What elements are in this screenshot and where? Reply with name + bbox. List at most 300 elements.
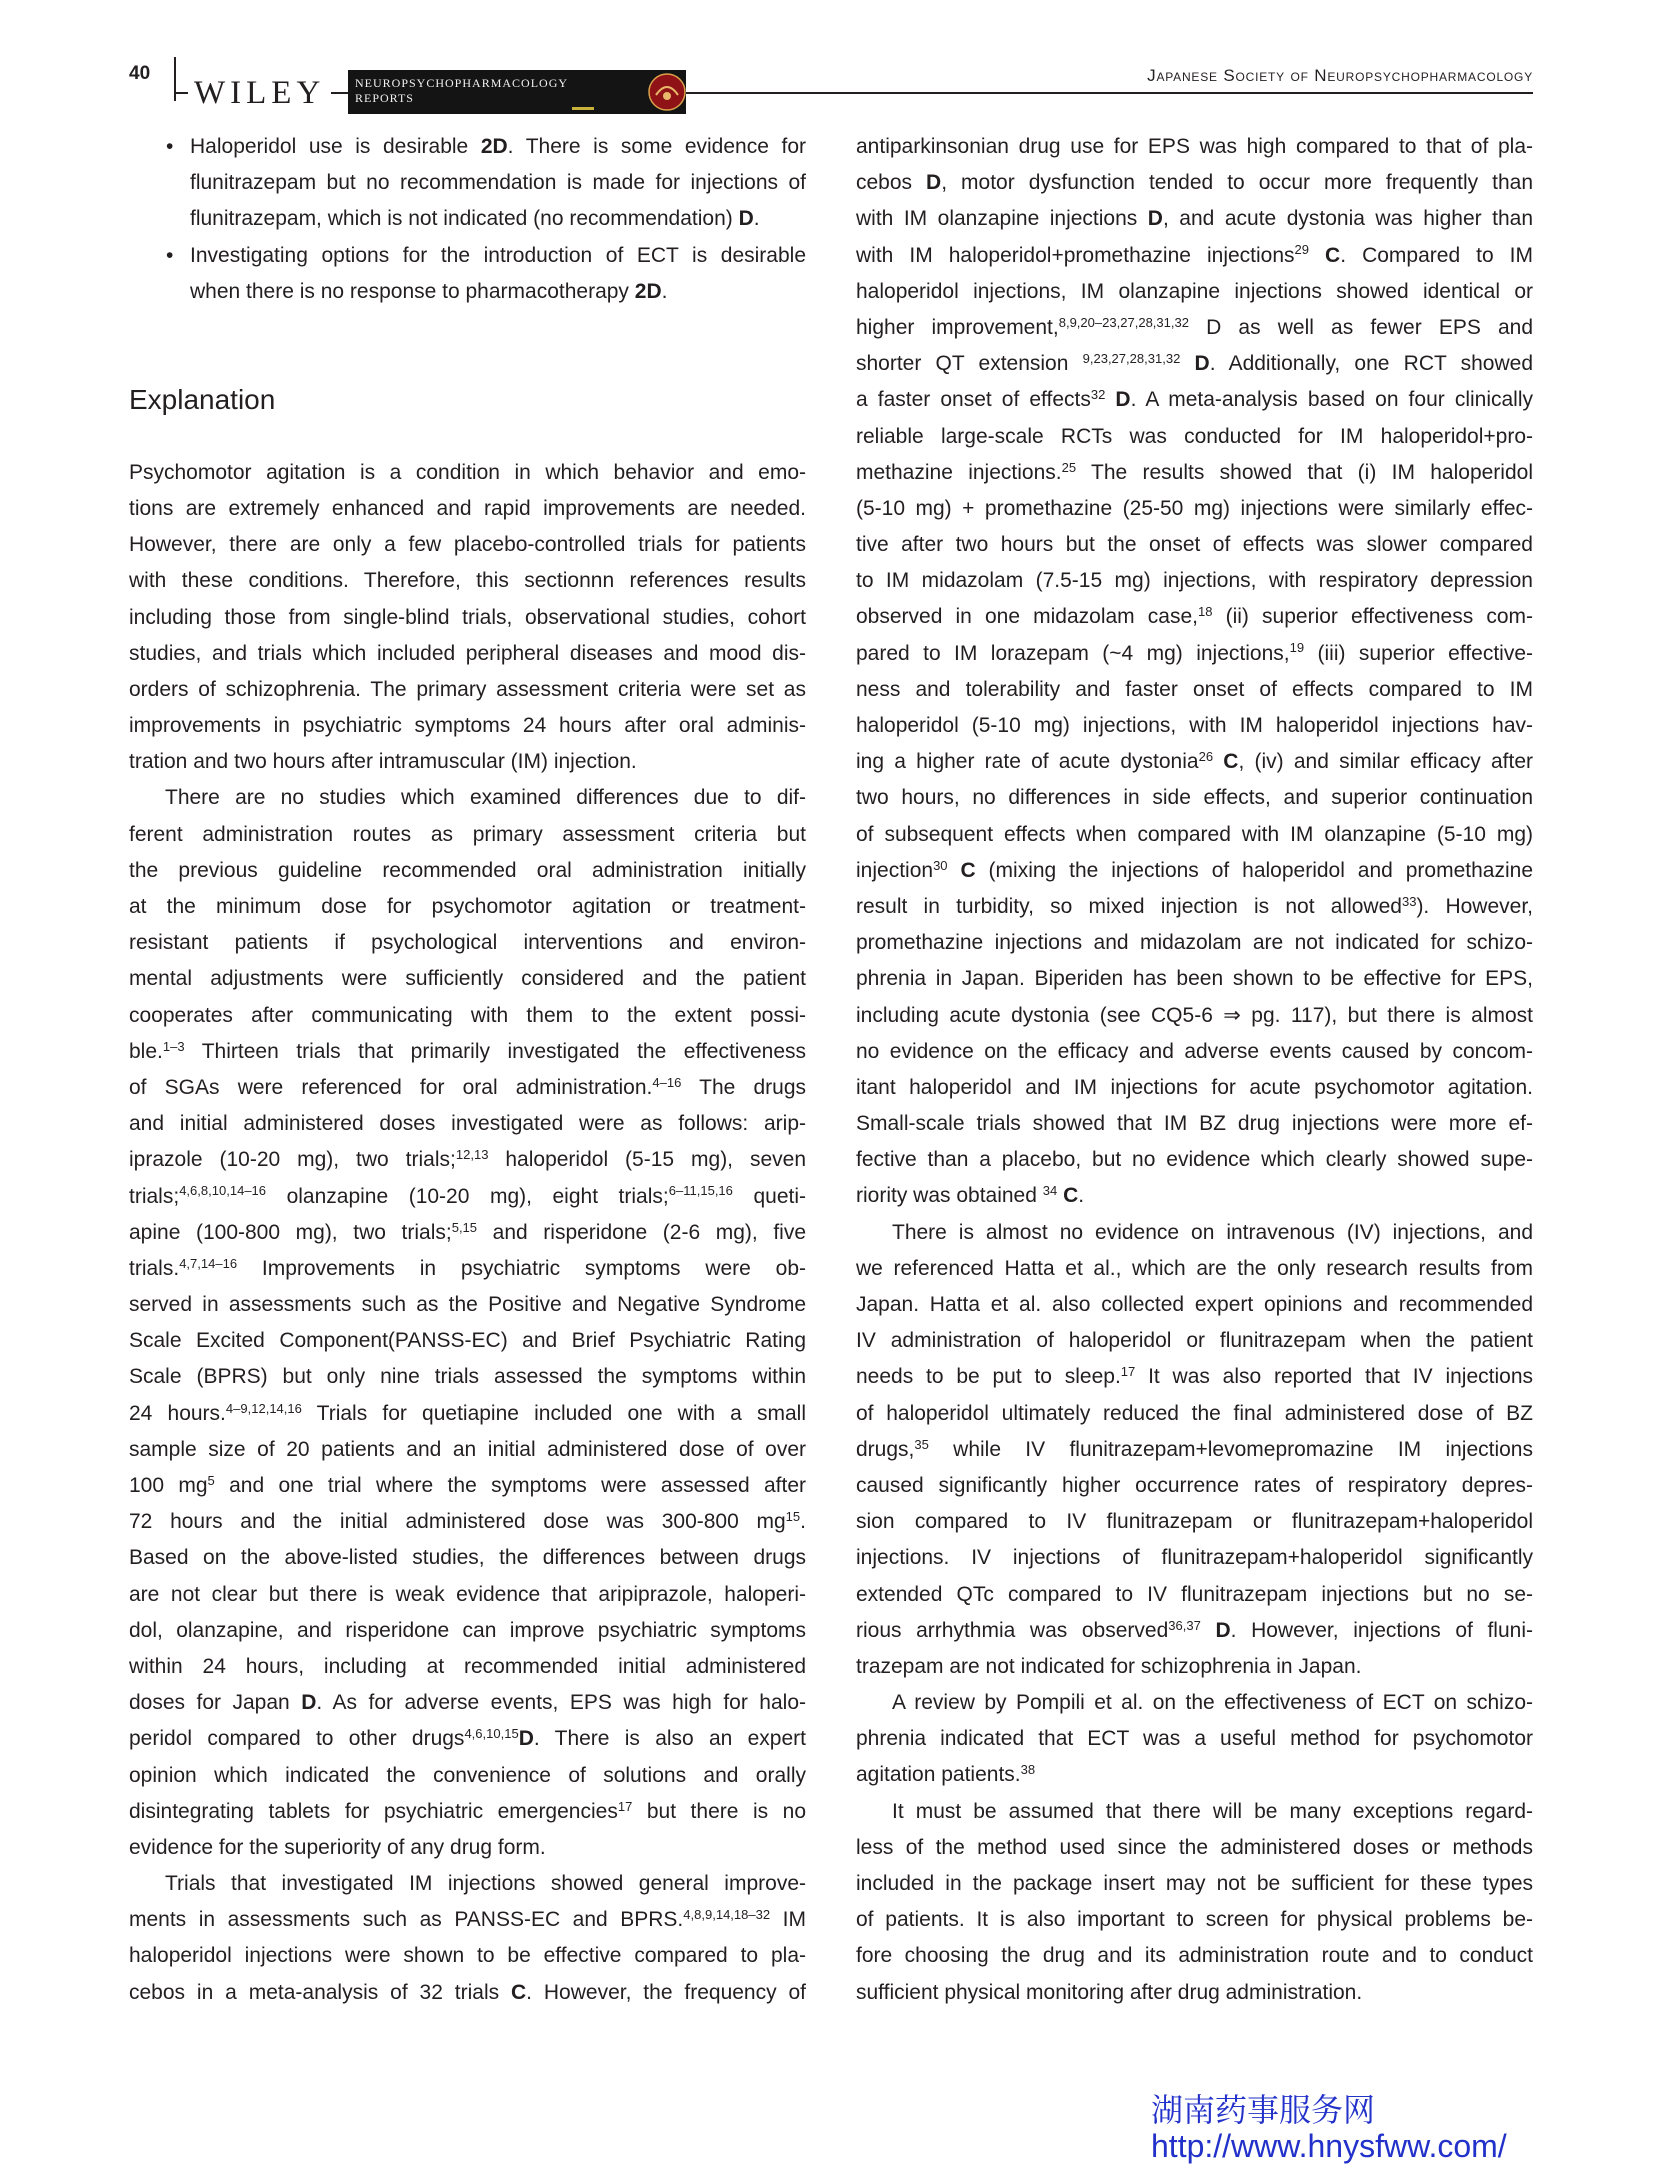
text-run: with IM olanzapine injections: [856, 207, 1148, 231]
text-run: higher improvement,: [856, 315, 1059, 339]
citation-superscript: 17: [617, 1798, 633, 1814]
text-run: queti-: [732, 1184, 806, 1208]
text-line: [129, 1106, 806, 1142]
citation-superscript: 26: [1198, 749, 1214, 765]
citation-superscript: 5,15: [451, 1219, 478, 1235]
text-line: [856, 1577, 1533, 1613]
text-run: with IM haloperidol+promethazine injections: [856, 243, 1295, 267]
citation-superscript: 19: [1289, 640, 1305, 656]
text-run: two hours, no differences in side effects, and superior continuation: [856, 786, 1533, 810]
text-run: [948, 859, 961, 882]
text-line: [129, 1577, 806, 1613]
text-line: [856, 1685, 1533, 1721]
text-run: dol, olanzapine, and risperidone can improve psychiatric symptoms: [129, 1618, 806, 1642]
evidence-grade: D: [301, 1691, 317, 1715]
text-run: D as well as fewer EPS and: [1189, 315, 1534, 339]
text-run: , and acute dystonia was higher than: [1162, 207, 1533, 231]
section-heading: Explanation: [129, 384, 276, 416]
text-line: [129, 708, 806, 744]
text-line: [856, 1649, 1533, 1685]
text-run: ness and tolerability and faster onset of effects compared to IM: [856, 677, 1533, 701]
text-line: [856, 1251, 1533, 1287]
text-line: [129, 1179, 806, 1215]
text-line: [856, 599, 1533, 635]
citation-superscript: 33: [1401, 893, 1417, 909]
text-run: tration and two hours after intramuscular (IM) injection.: [129, 750, 637, 774]
text-line: [129, 1613, 806, 1649]
journal-emblem-icon: [647, 72, 687, 112]
text-line: [129, 1540, 806, 1576]
text-line: [856, 1794, 1533, 1830]
text-run: . A meta-analysis based on four clinically: [1130, 388, 1534, 412]
text-run: . There is also an expert: [533, 1727, 806, 1751]
text-run: It was also reported that IV injections: [1135, 1365, 1533, 1389]
text-run: and one trial where the symptoms were assessed after: [214, 1474, 807, 1498]
text-run: (ii) superior effectiveness com-: [1212, 605, 1534, 629]
text-run: trials;: [129, 1184, 180, 1208]
text-run: no evidence on the efficacy and adverse events caused by concom-: [856, 1039, 1533, 1063]
text-line: [129, 817, 806, 853]
text-line: [856, 1504, 1533, 1540]
text-run: olanzapine (10-20 mg), eight trials;: [266, 1184, 669, 1208]
text-run: cebos: [856, 171, 927, 195]
text-run: orders of schizophrenia. The primary assessment criteria were set as: [129, 677, 806, 701]
text-line: [129, 527, 806, 563]
citation-superscript: 35: [914, 1436, 929, 1452]
text-line: [129, 780, 806, 816]
text-line: [856, 1938, 1533, 1974]
citation-superscript: 8,9,20–23,27,28,31,32: [1058, 314, 1189, 330]
publisher-logo: WILEY: [188, 77, 331, 110]
text-line: [856, 165, 1533, 201]
text-line: [856, 961, 1533, 997]
text-run: Psychomotor agitation is a condition in which behavior and emo-: [129, 460, 806, 484]
text-run: drugs,: [856, 1437, 915, 1461]
text-line: [856, 527, 1533, 563]
citation-superscript: 5: [207, 1472, 215, 1488]
text-run: injection: [856, 858, 934, 882]
text-line: [856, 1866, 1533, 1902]
left-column-body: [129, 455, 806, 2011]
text-run: 100 mg: [129, 1474, 208, 1498]
text-run: and initial administered doses investigated were as follows: arip-: [129, 1112, 806, 1136]
text-run: doses for Japan: [129, 1691, 302, 1715]
text-line: [129, 744, 806, 780]
text-line: [129, 455, 806, 491]
text-run: disintegrating tablets for psychiatric emergencies: [129, 1799, 618, 1823]
text-run: ferent administration routes as primary assessment criteria but: [129, 822, 806, 846]
text-line: [190, 201, 806, 237]
text-line: [856, 1721, 1533, 1757]
text-run: sufficient physical monitoring after drug administration.: [856, 1980, 1363, 2004]
text-run: , motor dysfunction tended to occur more frequently than: [941, 171, 1533, 195]
text-line: [856, 889, 1533, 925]
text-run: needs to be put to sleep.: [856, 1365, 1121, 1389]
text-run: Thirteen trials that primarily investigated the effectiveness: [184, 1039, 806, 1063]
evidence-grade: D: [1115, 388, 1131, 412]
citation-superscript: 9,23,27,28,31,32: [1082, 350, 1181, 366]
text-run: shorter QT extension: [856, 352, 1083, 376]
left-column: [129, 129, 806, 2009]
citation-superscript: 36,37: [1168, 1617, 1201, 1633]
text-run: .: [753, 207, 760, 231]
text-line: [856, 563, 1533, 599]
text-run: reliable large-scale RCTs was conducted for IM haloperidol+pro-: [856, 424, 1533, 448]
text-run: trazepam are not indicated for schizophrenia in Japan.: [856, 1654, 1362, 1678]
text-line: [856, 1287, 1533, 1323]
text-line: [129, 1142, 806, 1178]
text-line: [129, 925, 806, 961]
text-line: [856, 419, 1533, 455]
text-run: fore choosing the drug and its administration route and to conduct: [856, 1944, 1533, 1968]
text-line: [129, 672, 806, 708]
text-run: injections. IV injections of flunitrazepam+haloperidol significantly: [856, 1546, 1533, 1570]
text-line: [856, 346, 1533, 382]
text-run: observed in one midazolam case,: [856, 605, 1198, 629]
text-run: The results showed that (i) IM haloperidol: [1076, 460, 1533, 484]
text-line: [856, 1975, 1533, 2011]
citation-superscript: 4,6,8,10,14–16: [179, 1183, 267, 1199]
paragraph: [856, 129, 1533, 1215]
text-run: of haloperidol ultimately reduced the final administered dose of BZ: [856, 1401, 1533, 1425]
citation-superscript: 4–16: [652, 1074, 682, 1090]
text-run: of patients. It is also important to screen for physical problems be-: [856, 1908, 1533, 1932]
evidence-grade: C: [1063, 1184, 1079, 1208]
text-run: .: [661, 279, 668, 303]
text-run: a faster onset of effects: [856, 388, 1091, 412]
paragraph: [129, 455, 806, 781]
text-run: (5-10 mg) + promethazine (25-50 mg) injections were similarly effec-: [856, 496, 1533, 520]
text-run: antiparkinsonian drug use for EPS was high compared to that of pla-: [856, 135, 1533, 158]
text-line: [129, 1794, 806, 1830]
text-run: rious arrhythmia was observed: [856, 1618, 1169, 1642]
text-run: Scale (BPRS) but only nine trials assessed the symptoms within: [129, 1365, 806, 1389]
text-line: [129, 1034, 806, 1070]
text-run: . As for adverse events, EPS was high for halo-: [316, 1691, 807, 1715]
text-run: evidence for the superiority of any drug form.: [129, 1835, 546, 1859]
text-line: [856, 1323, 1533, 1359]
paragraph: [856, 1794, 1533, 2011]
text-line: [856, 491, 1533, 527]
text-line: [129, 1830, 806, 1866]
text-line: [190, 274, 806, 310]
text-run: [1201, 1619, 1216, 1642]
text-run: flunitrazepam, which is not indicated (no recommendation): [190, 207, 739, 231]
right-column-body: [856, 129, 1533, 2011]
text-line: [129, 1432, 806, 1468]
citation-superscript: 6–11,15,16: [668, 1183, 733, 1199]
text-run: Haloperidol use is desirable: [190, 135, 481, 158]
text-line: [129, 853, 806, 889]
text-run: Small-scale trials showed that IM BZ drug injections were more ef-: [856, 1112, 1533, 1136]
text-line: [129, 1468, 806, 1504]
text-run: included in the package insert may not be sufficient for these types: [856, 1872, 1533, 1895]
text-run: including those from single-blind trials, observational studies, cohort: [129, 605, 806, 629]
text-run: improvements in psychiatric symptoms 24 hours after oral adminis-: [129, 714, 806, 738]
text-run: the previous guideline recommended oral administration initially: [129, 858, 806, 882]
text-run: There is almost no evidence on intravenous (IV) injections, and: [892, 1220, 1533, 1244]
journal-title-line2: REPORTS: [355, 91, 414, 105]
evidence-grade: C: [1325, 243, 1341, 267]
text-run: The drugs: [681, 1075, 806, 1099]
text-run: with these conditions. Therefore, this sectionnn references results: [129, 569, 806, 593]
text-run: .: [800, 1510, 806, 1534]
text-line: [856, 1178, 1533, 1214]
text-run: of subsequent effects when compared with IM olanzapine (5-10 mg): [856, 822, 1533, 846]
text-line: [129, 1359, 806, 1395]
text-line: [856, 1396, 1533, 1432]
citation-superscript: 4,7,14–16: [179, 1255, 238, 1271]
text-run: However, there are only a few placebo-controlled trials for patients: [129, 533, 806, 557]
recommendation-item: [129, 238, 806, 310]
text-run: There are no studies which examined differences due to dif-: [165, 786, 806, 810]
text-line: [856, 708, 1533, 744]
citation-superscript: 29: [1294, 242, 1310, 258]
text-line: [856, 1215, 1533, 1251]
text-run: .: [1078, 1184, 1085, 1208]
paragraph: [856, 1685, 1533, 1794]
text-run: mental adjustments were sufficiently considered and the patient: [129, 967, 806, 991]
text-run: but there is no: [632, 1799, 806, 1823]
text-line: [190, 129, 806, 165]
text-line: [129, 1902, 806, 1938]
text-run: trials.: [129, 1256, 180, 1280]
text-run: Improvements in psychiatric symptoms were ob-: [237, 1256, 806, 1280]
text-line: [129, 1070, 806, 1106]
text-run: ). However,: [1416, 894, 1534, 918]
text-line: [856, 744, 1533, 780]
citation-superscript: 30: [933, 857, 948, 873]
journal-logo: [348, 70, 686, 114]
text-run: . Compared to IM: [1340, 243, 1533, 267]
text-line: [856, 310, 1533, 346]
text-line: [856, 780, 1533, 816]
text-run: while IV flunitrazepam+levomepromazine IM injections: [928, 1437, 1533, 1461]
text-line: [129, 1721, 806, 1757]
text-run: are not clear but there is weak evidence that aripiprazole, haloperi-: [129, 1582, 806, 1606]
text-run: less of the method used since the administered doses or methods: [856, 1835, 1533, 1859]
text-run: haloperidol injections, IM olanzapine injections showed identical or: [856, 279, 1533, 303]
text-run: within 24 hours, including at recommended initial administered: [129, 1654, 806, 1678]
text-line: [129, 1287, 806, 1323]
text-run: IM: [770, 1908, 806, 1932]
text-run: ing a higher rate of acute dystonia: [856, 750, 1199, 774]
text-line: [856, 455, 1533, 491]
text-run: IV administration of haloperidol or flunitrazepam when the patient: [856, 1329, 1533, 1353]
evidence-grade: C: [511, 1980, 527, 2004]
text-run: haloperidol (5-10 mg) injections, with IM haloperidol injections hav-: [856, 714, 1533, 737]
citation-superscript: 18: [1198, 604, 1213, 620]
text-line: [856, 1034, 1533, 1070]
text-line: [856, 1070, 1533, 1106]
text-run: (mixing the injections of haloperidol and promethazine: [975, 858, 1533, 882]
text-run: apine (100-800 mg), two trials;: [129, 1220, 452, 1244]
header-divider: [174, 57, 176, 101]
text-line: [856, 274, 1533, 310]
text-line: [856, 1613, 1533, 1649]
text-line: [856, 1468, 1533, 1504]
text-run: 72 hours and the initial administered dose was 300-800 mg: [129, 1510, 786, 1534]
text-run: Investigating options for the introduction of ECT is desirable: [190, 243, 806, 267]
recommendation-list: [129, 129, 806, 310]
text-line: [856, 1540, 1533, 1576]
evidence-grade: 2D: [480, 135, 508, 158]
text-run: served in assessments such as the Positive and Negative Syndrome: [129, 1293, 806, 1317]
text-run: pared to IM lorazepam (~4 mg) injections,: [856, 641, 1290, 665]
text-line: [129, 1504, 806, 1540]
text-run: It must be assumed that there will be many exceptions regard-: [892, 1799, 1533, 1823]
text-line: [856, 238, 1533, 274]
text-run: cebos in a meta-analysis of 32 trials: [129, 1980, 511, 2004]
text-line: [129, 998, 806, 1034]
text-run: cooperates after communicating with them to the extent possi-: [129, 1003, 806, 1027]
text-line: [856, 1757, 1533, 1793]
text-line: [129, 1758, 806, 1794]
text-run: . Additionally, one RCT showed: [1209, 352, 1534, 376]
text-line: [856, 1142, 1533, 1178]
text-run: A review by Pompili et al. on the effectiveness of ECT on schizo-: [892, 1691, 1533, 1715]
text-run: studies, and trials which included peripheral diseases and mood dis-: [129, 641, 806, 665]
text-run: sion compared to IV flunitrazepam or flunitrazepam+haloperidol: [856, 1510, 1533, 1534]
watermark-url: http://www.hnysfww.com/: [1151, 2128, 1507, 2164]
text-run: agitation patients.: [856, 1763, 1021, 1787]
text-line: [856, 1902, 1533, 1938]
text-line: [856, 817, 1533, 853]
text-line: [129, 1685, 806, 1721]
text-run: haloperidol injections were shown to be effective compared to pla-: [129, 1944, 806, 1968]
citation-superscript: 17: [1120, 1364, 1136, 1380]
text-run: phrenia indicated that ECT was a useful method for psychomotor: [856, 1727, 1533, 1751]
text-run: . However, injections of fluni-: [1230, 1618, 1533, 1642]
text-run: and risperidone (2-6 mg), five: [477, 1220, 806, 1244]
text-line: [856, 1106, 1533, 1142]
text-line: [129, 1215, 806, 1251]
text-run: 24 hours.: [129, 1401, 226, 1425]
text-run: ments in assessments such as PANSS-EC and BPRS.: [129, 1908, 684, 1932]
text-run: including acute dystonia (see CQ5-6 ⇒ pg. 117), but there is almost: [856, 1003, 1533, 1027]
text-line: [129, 1323, 806, 1359]
text-run: [1180, 352, 1194, 375]
text-run: (iii) superior effective-: [1304, 641, 1533, 665]
citation-superscript: 1–3: [162, 1038, 185, 1054]
text-run: tive after two hours but the onset of effects was slower compared: [856, 533, 1533, 557]
text-run: methazine injections.: [856, 460, 1062, 484]
society-name: Japanese Society of Neuropsychopharmacology: [1147, 66, 1533, 85]
text-run: Scale Excited Component(PANSS-EC) and Brief Psychiatric Rating: [129, 1329, 806, 1353]
text-run: promethazine injections and midazolam are not indicated for schizo-: [856, 931, 1533, 955]
text-line: [856, 1432, 1533, 1468]
paragraph: [129, 780, 806, 1866]
text-line: [856, 853, 1533, 889]
text-run: . However, the frequency of: [526, 1980, 806, 2004]
citation-superscript: 12,13: [455, 1147, 489, 1163]
citation-superscript: 25: [1061, 459, 1077, 475]
text-run: riority was obtained: [856, 1184, 1043, 1208]
text-run: , (iv) and similar efficacy after: [1238, 750, 1533, 774]
text-line: [129, 563, 806, 599]
text-line: [856, 998, 1533, 1034]
text-run: when there is no response to pharmacotherapy: [190, 279, 635, 303]
text-run: caused significantly higher occurrence rates of respiratory depres-: [856, 1473, 1533, 1497]
text-run: Based on the above-listed studies, the differences between drugs: [129, 1546, 806, 1570]
text-line: [129, 600, 806, 636]
evidence-grade: D: [1215, 1618, 1231, 1642]
recommendation-item: [129, 129, 806, 238]
text-line: [856, 129, 1533, 165]
text-run: [1309, 244, 1325, 267]
citation-superscript: 38: [1020, 1762, 1036, 1778]
citation-superscript: 32: [1090, 387, 1106, 403]
paragraph: [129, 1866, 806, 2011]
text-run: tions are extremely enhanced and rapid improvements are needed.: [129, 496, 806, 520]
text-run: phrenia in Japan. Biperiden has been shown to be effective for EPS,: [856, 967, 1533, 991]
text-run: iprazole (10-20 mg), two trials;: [129, 1148, 456, 1172]
text-run: at the minimum dose for psychomotor agitation or treatment-: [129, 895, 806, 919]
evidence-grade: C: [1223, 750, 1239, 774]
text-run: sample size of 20 patients and an initial administered dose of over: [129, 1437, 806, 1461]
text-run: we referenced Hatta et al., which are the only research results from: [856, 1256, 1533, 1280]
text-line: [856, 925, 1533, 961]
text-line: [856, 382, 1533, 418]
text-run: peridol compared to other drugs: [129, 1727, 465, 1751]
text-line: [856, 672, 1533, 708]
text-run: extended QTc compared to IV flunitrazepam injections but no se-: [856, 1582, 1533, 1606]
evidence-grade: D: [926, 171, 942, 195]
text-line: [129, 636, 806, 672]
evidence-grade: D: [1194, 352, 1210, 376]
text-run: to IM midazolam (7.5-15 mg) injections, with respiratory depression: [856, 569, 1533, 593]
text-run: resistant patients if psychological interventions and environ-: [129, 931, 806, 955]
text-line: [856, 1830, 1533, 1866]
text-run: . There is some evidence for: [507, 135, 806, 158]
journal-title-line1: NEUROPSYCHOPHARMACOLOGY: [355, 76, 569, 90]
evidence-grade: D: [1147, 207, 1163, 231]
text-line: [856, 201, 1533, 237]
text-line: [129, 1396, 806, 1432]
citation-superscript: 4,8,9,14,18–32: [683, 1907, 771, 1923]
text-run: flunitrazepam but no recommendation is made for injections of: [190, 171, 806, 195]
text-run: result in turbidity, so mixed injection is not allowed: [856, 894, 1402, 918]
text-line: [129, 961, 806, 997]
text-run: haloperidol (5-15 mg), seven: [488, 1148, 806, 1172]
citation-superscript: 4,6,10,15: [464, 1726, 519, 1742]
evidence-grade: D: [518, 1727, 534, 1751]
text-line: [856, 1359, 1533, 1395]
open-access-mark: [572, 107, 594, 110]
text-line: [129, 1866, 806, 1902]
page-number: 40: [129, 63, 151, 84]
text-line: [129, 1251, 806, 1287]
text-run: Japan. Hatta et al. also collected expert opinions and recommended: [856, 1293, 1533, 1316]
evidence-grade: D: [738, 207, 754, 231]
text-run: Trials that investigated IM injections showed general improve-: [165, 1872, 806, 1896]
evidence-grade: C: [960, 858, 976, 882]
text-line: [129, 1938, 806, 1974]
text-run: opinion which indicated the convenience of solutions and orally: [129, 1763, 806, 1787]
text-run: itant haloperidol and IM injections for acute psychomotor agitation.: [856, 1075, 1533, 1099]
citation-superscript: 4–9,12,14,16: [225, 1400, 302, 1416]
text-run: Trials for quetiapine included one with a small: [301, 1401, 806, 1425]
paragraph: [856, 1215, 1533, 1685]
citation-superscript: 15: [785, 1509, 801, 1525]
text-line: [190, 165, 806, 201]
text-run: [1213, 750, 1223, 773]
text-line: [129, 889, 806, 925]
text-line: [129, 1649, 806, 1685]
text-line: [129, 1975, 806, 2011]
text-line: [856, 636, 1533, 672]
citation-superscript: 34: [1042, 1183, 1058, 1199]
